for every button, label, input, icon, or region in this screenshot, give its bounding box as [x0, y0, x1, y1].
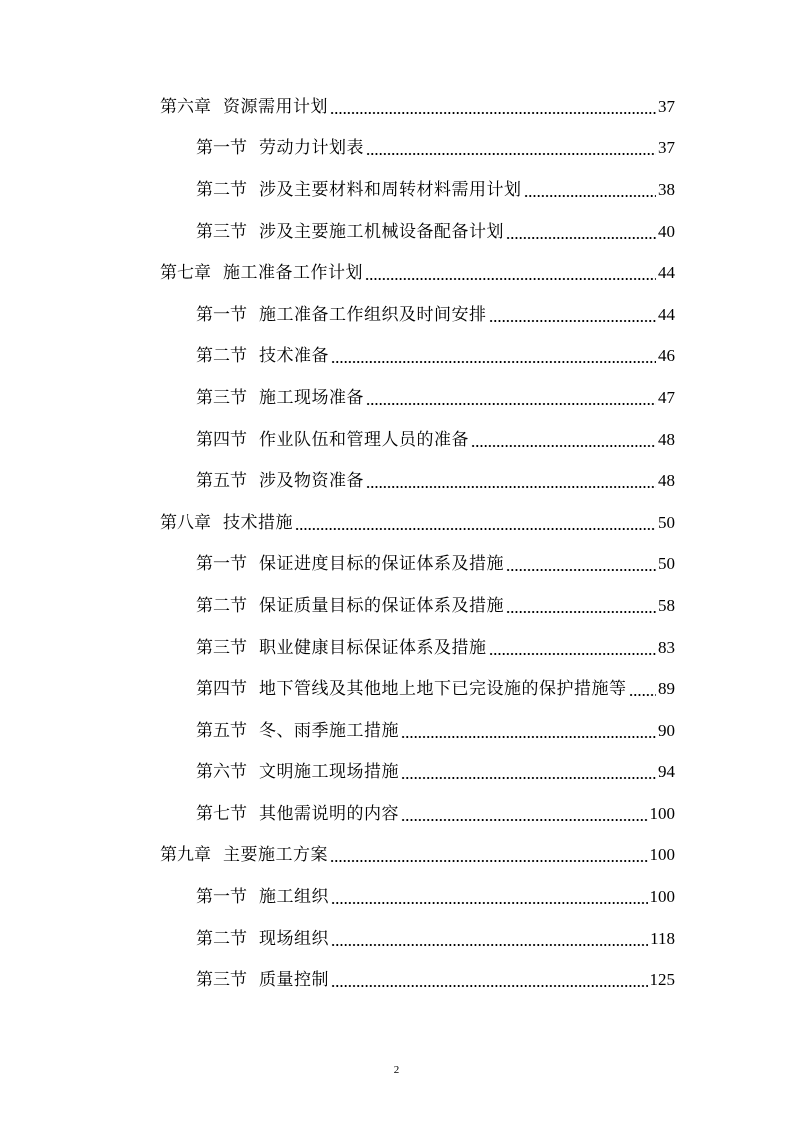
dot-leader — [331, 902, 648, 904]
toc-entry-page: 100 — [649, 887, 675, 907]
toc-entry-section[interactable] — [0, 876, 793, 918]
dot-leader — [331, 361, 656, 363]
toc-entry-section[interactable] — [0, 419, 793, 461]
toc-entry-title: 地下管线及其他地上地下已完设施的保护措施等 — [259, 679, 627, 700]
dot-leader — [365, 278, 656, 280]
dot-leader — [471, 445, 656, 447]
toc-entry-page: 44 — [658, 263, 675, 283]
toc-entry-title: 文明施工现场措施 — [259, 762, 399, 783]
toc-entry-number: 第二节 — [196, 179, 247, 200]
toc-entry-page: 83 — [658, 637, 675, 657]
toc-entry-number: 第一节 — [196, 138, 247, 159]
toc-entry-section[interactable] — [0, 211, 793, 253]
toc-entry-number: 第三节 — [196, 387, 247, 408]
toc-entry-page: 40 — [658, 221, 675, 241]
toc-entry-section[interactable] — [0, 710, 793, 752]
toc-entry-number: 第六节 — [196, 762, 247, 783]
dot-leader — [330, 112, 656, 114]
toc-entry-section[interactable] — [0, 585, 793, 627]
toc-entry-number: 第九章 — [160, 845, 211, 866]
dot-leader — [506, 237, 656, 239]
toc-entry-page: 100 — [649, 845, 675, 865]
toc-entry-title: 涉及主要材料和周转材料需用计划 — [259, 179, 522, 200]
toc-entry-title: 涉及主要施工机械设备配备计划 — [259, 221, 504, 242]
toc-entry-section[interactable] — [0, 377, 793, 419]
toc-entry-page: 46 — [658, 346, 675, 366]
toc-entry-page: 37 — [658, 138, 675, 158]
toc-entry-title: 作业队伍和管理人员的准备 — [259, 429, 469, 450]
toc-entry-title: 施工准备工作计划 — [223, 263, 363, 284]
toc-entry-chapter-8[interactable] — [0, 502, 793, 544]
toc-entry-section[interactable] — [0, 793, 793, 835]
toc-entry-title: 保证质量目标的保证体系及措施 — [259, 595, 504, 616]
dot-leader — [331, 985, 648, 987]
toc-entry-section[interactable] — [0, 128, 793, 170]
toc-entry-title: 质量控制 — [259, 970, 329, 991]
toc-entry-section[interactable] — [0, 918, 793, 960]
toc-entry-section[interactable] — [0, 169, 793, 211]
dot-leader — [331, 944, 648, 946]
toc-entry-page: 38 — [658, 179, 675, 199]
toc-entry-page: 94 — [658, 762, 675, 782]
toc-entry-number: 第一节 — [196, 304, 247, 325]
toc-entry-number: 第四节 — [196, 679, 247, 700]
toc-entry-number: 第三节 — [196, 970, 247, 991]
toc-entry-number: 第五节 — [196, 471, 247, 492]
toc-entry-number: 第二节 — [196, 346, 247, 367]
toc-entry-number: 第七章 — [160, 263, 211, 284]
toc-entry-section[interactable] — [0, 668, 793, 710]
toc-entry-title: 冬、雨季施工措施 — [259, 720, 399, 741]
toc-entry-section[interactable] — [0, 294, 793, 336]
toc-entry-number: 第二节 — [196, 928, 247, 949]
toc-entry-page: 37 — [658, 96, 675, 116]
toc-entry-page: 50 — [658, 554, 675, 574]
dot-leader — [629, 694, 657, 696]
page-number: 2 — [393, 1064, 400, 1076]
toc-entry-title: 职业健康目标保证体系及措施 — [259, 637, 487, 658]
dot-leader — [366, 486, 656, 488]
toc-entry-page: 100 — [649, 803, 675, 823]
dot-leader — [330, 860, 648, 862]
toc-entry-page: 89 — [658, 679, 675, 699]
toc-entry-section[interactable] — [0, 544, 793, 586]
toc-entry-chapter-7[interactable] — [0, 252, 793, 294]
dot-leader — [401, 777, 656, 779]
toc-entry-title: 涉及物资准备 — [259, 471, 364, 492]
toc-entry-page: 48 — [658, 471, 675, 491]
toc-entry-title: 技术准备 — [259, 346, 329, 367]
toc-entry-number: 第六章 — [160, 96, 211, 117]
dot-leader — [506, 569, 656, 571]
toc-entry-title: 劳动力计划表 — [259, 138, 364, 159]
toc-entry-section[interactable] — [0, 336, 793, 378]
toc-entry-title: 资源需用计划 — [223, 96, 328, 117]
dot-leader — [366, 403, 656, 405]
toc-entry-title: 现场组织 — [259, 928, 329, 949]
toc-entry-page: 44 — [658, 304, 675, 324]
table-of-contents — [0, 86, 793, 1001]
dot-leader — [366, 153, 656, 155]
toc-entry-title: 主要施工方案 — [223, 845, 328, 866]
dot-leader — [401, 736, 656, 738]
toc-entry-number: 第三节 — [196, 637, 247, 658]
toc-entry-title: 施工准备工作组织及时间安排 — [259, 304, 487, 325]
toc-entry-number: 第一节 — [196, 554, 247, 575]
toc-entry-number: 第五节 — [196, 720, 247, 741]
toc-entry-page: 118 — [650, 928, 675, 948]
dot-leader — [489, 653, 657, 655]
toc-entry-number: 第二节 — [196, 595, 247, 616]
dot-leader — [506, 611, 656, 613]
toc-entry-number: 第三节 — [196, 221, 247, 242]
dot-leader — [524, 195, 657, 197]
toc-entry-page: 48 — [658, 429, 675, 449]
toc-entry-chapter-6[interactable] — [0, 86, 793, 128]
dot-leader — [401, 819, 648, 821]
toc-entry-chapter-9[interactable] — [0, 835, 793, 877]
dot-leader — [489, 320, 657, 322]
toc-entry-title: 施工组织 — [259, 887, 329, 908]
toc-entry-title: 技术措施 — [223, 512, 293, 533]
toc-entry-number: 第八章 — [160, 512, 211, 533]
toc-entry-page: 50 — [658, 512, 675, 532]
toc-entry-title: 保证进度目标的保证体系及措施 — [259, 554, 504, 575]
toc-entry-title: 其他需说明的内容 — [259, 803, 399, 824]
dot-leader — [295, 528, 656, 530]
toc-entry-page: 58 — [658, 595, 675, 615]
toc-entry-number: 第一节 — [196, 887, 247, 908]
toc-entry-number: 第七节 — [196, 803, 247, 824]
toc-entry-number: 第四节 — [196, 429, 247, 450]
toc-entry-page: 47 — [658, 387, 675, 407]
toc-entry-title: 施工现场准备 — [259, 387, 364, 408]
toc-entry-page: 125 — [649, 970, 675, 990]
toc-entry-section[interactable] — [0, 627, 793, 669]
toc-entry-section[interactable] — [0, 460, 793, 502]
toc-entry-page: 90 — [658, 720, 675, 740]
toc-entry-section[interactable] — [0, 959, 793, 1001]
toc-entry-section[interactable] — [0, 752, 793, 794]
